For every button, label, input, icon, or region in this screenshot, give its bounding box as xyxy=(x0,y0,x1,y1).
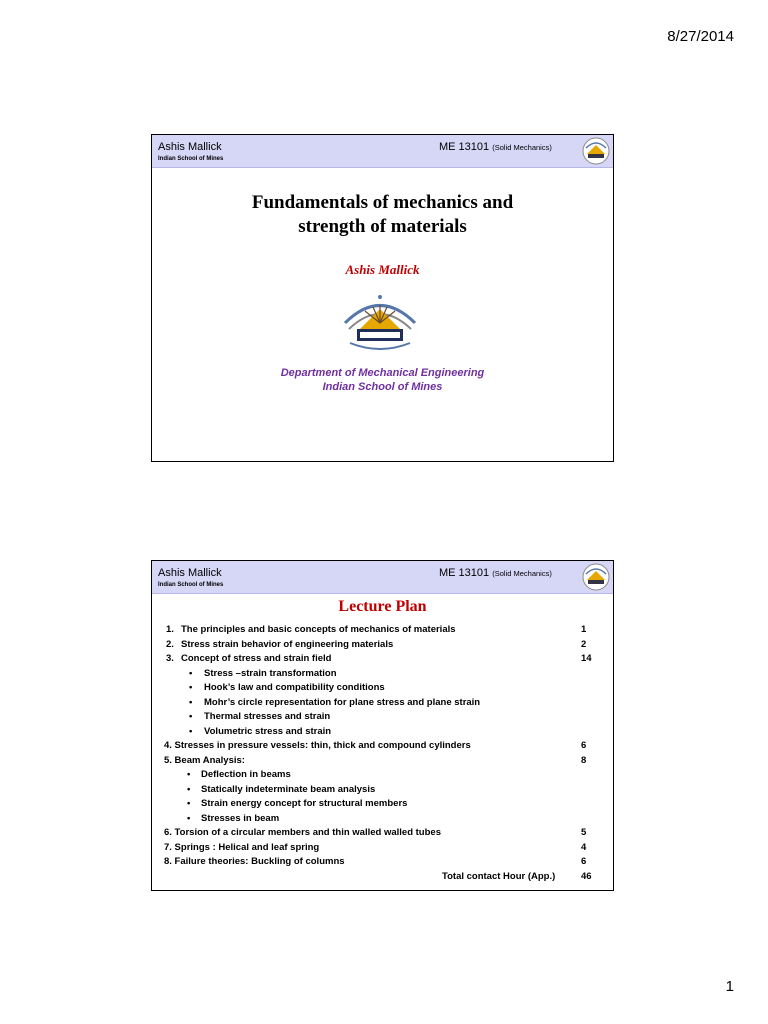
slide-title xyxy=(152,191,613,239)
item-text: Hook’s law and compatibility conditions xyxy=(204,682,385,693)
item-text: Mohr’s circle representation for plane stress and plane strain xyxy=(204,696,481,708)
sub-item xyxy=(152,726,613,741)
item-text: Statically indeterminate beam analysis xyxy=(201,783,376,795)
sub-item xyxy=(152,682,613,697)
course-subtitle: (Solid Mechanics) xyxy=(492,143,552,152)
course-code: ME 13101 xyxy=(439,567,490,579)
bullet-icon: • xyxy=(189,667,193,679)
item-hours: 4 xyxy=(581,841,587,853)
item-text: Volumetric stress and strain xyxy=(204,725,332,737)
slide-title-line1: Fundamentals of mechanics and xyxy=(251,192,514,213)
title-slide xyxy=(151,134,614,462)
item-text: Stresses in beam xyxy=(201,812,280,824)
list-item xyxy=(152,856,613,871)
item-text: 7. Springs : Helical and leaf spring xyxy=(164,841,320,853)
item-text: Stress strain behavior of engineering materials xyxy=(181,638,394,650)
total-hours: 46 xyxy=(581,870,592,882)
header-author: Ashis Mallick xyxy=(158,567,222,579)
course-subtitle: (Solid Mechanics) xyxy=(492,569,552,578)
sub-item xyxy=(152,813,613,828)
bullet-icon: • xyxy=(189,696,193,708)
sub-item xyxy=(152,668,613,683)
department-line1: Department of Mechanical Engineering xyxy=(280,367,485,379)
item-number: 3. xyxy=(166,653,174,664)
header-course xyxy=(439,567,552,579)
item-text: 6. Torsion of a circular members and thin walled walled tubes xyxy=(164,827,441,838)
course-code: ME 13101 xyxy=(439,141,490,153)
header-author: Ashis Mallick xyxy=(158,141,222,153)
item-text: Deflection in beams xyxy=(201,769,291,780)
item-text: Thermal stresses and strain xyxy=(204,711,331,722)
item-hours: 6 xyxy=(581,856,587,867)
lecture-plan-slide xyxy=(151,560,614,891)
bullet-icon: • xyxy=(187,783,191,795)
slide-header xyxy=(152,135,613,168)
item-hours: 14 xyxy=(581,653,592,664)
list-item xyxy=(152,842,613,857)
item-text: 8. Failure theories: Buckling of columns xyxy=(164,856,345,867)
bullet-icon: • xyxy=(187,812,191,824)
department xyxy=(152,366,613,394)
bullet-icon: • xyxy=(187,798,191,809)
list-item xyxy=(152,624,613,639)
item-text: 4. Stresses in pressure vessels: thin, thick and compound cylinders xyxy=(164,740,471,751)
lecture-plan-list xyxy=(152,624,613,885)
item-hours: 6 xyxy=(581,740,587,751)
sub-item xyxy=(152,798,613,813)
department-line2: Indian School of Mines xyxy=(322,381,443,393)
sub-item xyxy=(152,697,613,712)
page-date: 8/27/2014 xyxy=(667,28,734,45)
school-logo-icon xyxy=(581,136,611,166)
list-item xyxy=(152,755,613,770)
list-item xyxy=(152,653,613,668)
sub-item xyxy=(152,711,613,726)
sub-item xyxy=(152,784,613,799)
item-text: The principles and basic concepts of mechanics of materials xyxy=(181,624,456,635)
list-item xyxy=(152,827,613,842)
item-hours: 8 xyxy=(581,754,587,766)
author-name: Ashis Mallick xyxy=(345,262,420,277)
school-emblem-icon xyxy=(335,293,425,353)
item-text: Concept of stress and strain field xyxy=(181,653,332,664)
bullet-icon: • xyxy=(187,769,191,780)
header-institution: Indian School of Mines xyxy=(158,156,224,162)
item-hours: 2 xyxy=(581,638,587,650)
slide-header xyxy=(152,561,613,594)
item-number: 1. xyxy=(166,624,174,635)
item-hours: 5 xyxy=(581,827,587,838)
header-course xyxy=(439,141,552,153)
school-logo-icon xyxy=(581,562,611,592)
item-hours: 1 xyxy=(581,624,587,635)
lecture-plan-title: Lecture Plan xyxy=(338,598,427,615)
item-text: 5. Beam Analysis: xyxy=(164,754,245,766)
list-item xyxy=(152,639,613,654)
bullet-icon: • xyxy=(189,711,193,722)
total-label: Total contact Hour (App.) xyxy=(442,870,556,882)
bullet-icon: • xyxy=(189,682,193,693)
sub-item xyxy=(152,769,613,784)
item-number: 2. xyxy=(166,638,174,650)
item-text: Strain energy concept for structural members xyxy=(201,798,408,809)
bullet-icon: • xyxy=(189,725,193,737)
list-item xyxy=(152,740,613,755)
header-institution: Indian School of Mines xyxy=(158,582,224,588)
total-row xyxy=(152,871,613,886)
slide-title-line2: strength of materials xyxy=(298,216,467,237)
item-text: Stress –strain transformation xyxy=(204,667,337,679)
page-number: 1 xyxy=(725,978,734,995)
